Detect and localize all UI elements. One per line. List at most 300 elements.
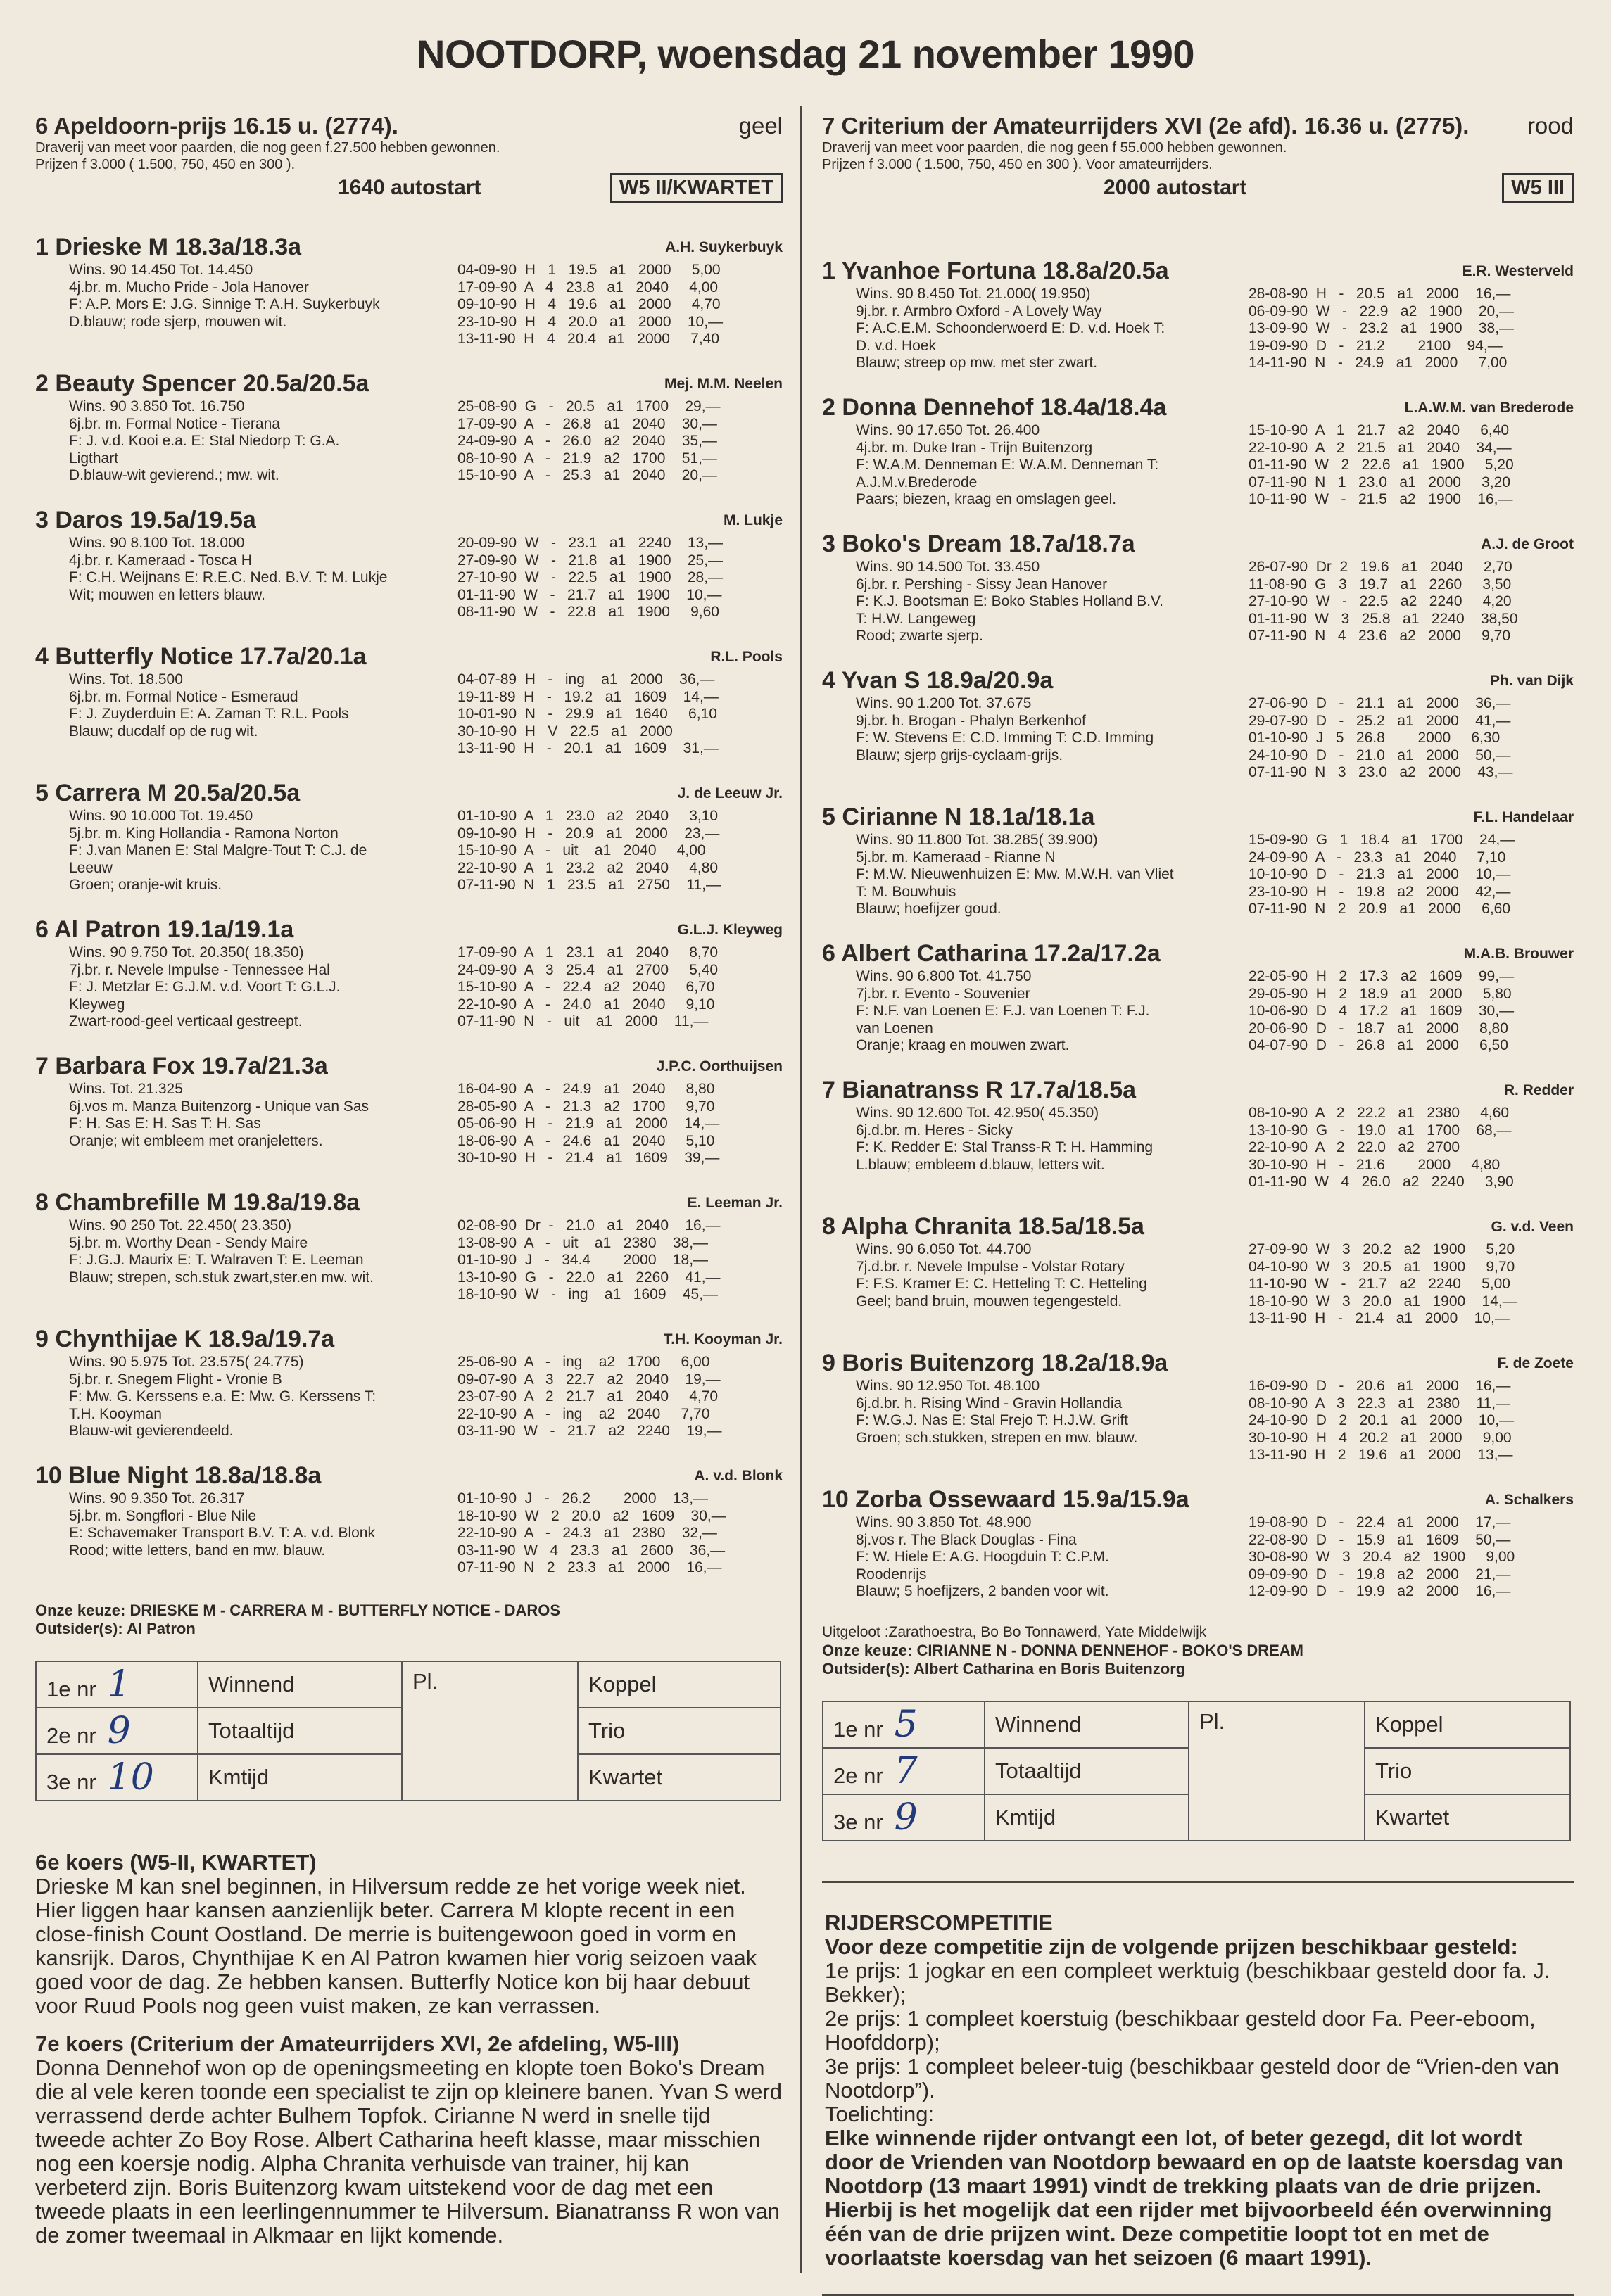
result-position-cell <box>36 1754 198 1801</box>
horse-info-line: E: Schavemaker Transport B.V. T: A. v.d. Blonk <box>69 1525 375 1541</box>
horse-performances <box>457 1490 783 1577</box>
horse-entry <box>35 1324 783 1458</box>
horse-entry <box>35 642 783 775</box>
horse-info-line: Wins. 90 9.750 Tot. 20.350( 18.350) <box>69 944 304 960</box>
horse-trainer: R. Redder <box>1503 1082 1574 1098</box>
horse-performances <box>1249 832 1574 918</box>
horse-info-line: Wins. 90 12.600 Tot. 42.950( 45.350) <box>856 1105 1099 1121</box>
race-7-column <box>822 113 1574 2296</box>
horse-info <box>35 944 341 1031</box>
performance-line: 10-11-90 W - 21.5 a2 1900 16,— <box>1249 491 1513 507</box>
page-title: NOOTDORP, woensdag 21 november 1990 <box>417 32 1194 76</box>
horse-info-line: Kleyweg <box>69 996 125 1013</box>
horse-trainer: Ph. van Dijk <box>1489 673 1574 689</box>
horse-info-line: Wins. 90 250 Tot. 22.450( 23.350) <box>69 1217 291 1233</box>
performance-line: 13-09-90 W - 23.2 a1 1900 38,— <box>1249 320 1515 336</box>
horse-info-line: F: W.G.J. Nas E: Stal Frejo T: H.J.W. Grift <box>856 1412 1129 1428</box>
outsiders: Outsider(s): Albert Catharina en Boris Buitenzorg <box>822 1659 1186 1677</box>
horse-info-line: Wins. Tot. 18.500 <box>69 671 183 687</box>
horse-info-line: F: J.van Manen E: Stal Malgre-Tout T: C.J. de <box>69 842 367 858</box>
horse-name: 6 Al Patron 19.1a/19.1a <box>35 916 294 943</box>
horse-entry <box>35 915 783 1048</box>
result-label: Totaaltijd <box>198 1708 402 1754</box>
horse-info-line: D.blauw; rode sjerp, mouwen wit. <box>69 313 287 330</box>
performance-line: 01-10-90 J - 26.2 2000 13,— <box>457 1490 709 1507</box>
performance-line: 07-11-90 N 2 23.3 a1 2000 16,— <box>457 1559 722 1575</box>
rijders-prize-3: 3e prijs: 1 compleet beleer-tuig (beschikbaar gesteld door de “Vrien-den van Nootdorp”). <box>825 2053 1560 2102</box>
horse-performances <box>457 808 783 894</box>
result-position-cell <box>823 1748 985 1794</box>
bet-type-badge: W5 III <box>1502 173 1574 203</box>
horse-info-line: Wins. 90 11.800 Tot. 38.285( 39.900) <box>856 832 1098 848</box>
comment-race-7-text: Donna Dennehof won op de openingsmeeting en klopte toen Boko's Dream die al vele keren toonde een specialist te zijn op kleinere banen. Yvan S werd verrassend derde achter Bulhem Topfok. Cirianne N werd in snelle tijd tweede achter Zo Boy Rose. Albert Catharina heeft klasse, maar misschien nog een koersje nodig. Alpha Chranita verhuisde van trainer, hij kan verbeterd zijn. Boris Buitenzorg kwam uitstekend voor de dag met een tweede plaats in een leerlingennummer te Hilversum. Bianatranss R won van de zomer tweemaal in Alkmaar en lijkt komende. <box>35 2055 783 2247</box>
horse-info-line: 6j.vos m. Manza Buitenzorg - Unique van Sas <box>69 1098 369 1115</box>
performance-line: 04-10-90 W 3 20.5 a1 1900 9,70 <box>1249 1258 1515 1275</box>
horse-details <box>822 422 1574 509</box>
horse-trainer: M.A.B. Brouwer <box>1463 946 1574 962</box>
comment-race-6-title: 6e koers (W5-II, KWARTET) <box>35 1850 317 1875</box>
horse-info <box>35 1081 369 1167</box>
horse-details <box>822 832 1574 918</box>
horse-name: 8 Alpha Chranita 18.5a/18.5a <box>822 1213 1144 1240</box>
horse-info-line: D. v.d. Hoek <box>856 337 936 354</box>
horse-info <box>822 1105 1153 1191</box>
result-position-label: 3e nr <box>833 1809 883 1834</box>
horse-trainer: A.H. Suykerbuyk <box>665 239 783 255</box>
performance-line: 09-10-90 H 4 19.6 a1 2000 4,70 <box>457 296 721 312</box>
performance-line: 04-07-89 H - ing a1 2000 36,— <box>457 671 715 687</box>
performance-line: 15-10-90 A - uit a1 2040 4,00 <box>457 842 706 858</box>
horse-trainer: R.L. Pools <box>710 649 783 665</box>
horse-trainer: J. de Leeuw Jr. <box>677 785 783 801</box>
horse-performances <box>457 1081 783 1167</box>
horse-info <box>822 559 1163 645</box>
horse-name: 7 Bianatranss R 17.7a/18.5a <box>822 1077 1137 1103</box>
horse-performances <box>457 535 783 621</box>
horse-info-line: Wins. 90 14.500 Tot. 33.450 <box>856 559 1040 575</box>
performance-line: 07-11-90 N 3 23.0 a2 2000 43,— <box>1249 764 1513 780</box>
result-label: Winnend <box>985 1701 1189 1748</box>
horse-trainer: G. v.d. Veen <box>1491 1219 1574 1235</box>
result-position-label: 2e nr <box>46 1723 96 1748</box>
performance-line: 19-08-90 D - 22.4 a1 2000 17,— <box>1249 1514 1511 1530</box>
performance-line: 02-08-90 Dr - 21.0 a1 2040 16,— <box>457 1217 721 1233</box>
horse-entry <box>822 939 1574 1072</box>
horse-name: 6 Albert Catharina 17.2a/17.2a <box>822 940 1161 967</box>
result-position-label: 1e nr <box>46 1677 96 1701</box>
horse-details <box>35 944 783 1031</box>
horse-name: 9 Boris Buitenzorg 18.2a/18.9a <box>822 1350 1168 1376</box>
handwritten-number: 7 <box>894 1749 918 1792</box>
section-divider <box>822 2294 1574 2296</box>
performance-line: 10-01-90 N - 29.9 a1 1640 6,10 <box>457 706 717 722</box>
horse-trainer: L.A.W.M. van Brederode <box>1404 400 1574 416</box>
horse-trainer: T.H. Kooyman Jr. <box>663 1331 783 1347</box>
horse-trainer: E. Leeman Jr. <box>687 1195 783 1211</box>
performance-line: 23-10-90 H - 19.8 a2 2000 42,— <box>1249 883 1511 900</box>
horse-info <box>822 1378 1137 1464</box>
performance-line: 22-08-90 D - 15.9 a1 1609 50,— <box>1249 1531 1511 1548</box>
horse-trainer: E.R. Westerveld <box>1462 263 1574 279</box>
horse-info-line: F: K. Redder E: Stal Transs-R T: H. Hamming <box>856 1139 1154 1155</box>
horse-info-line: Wins. 90 6.050 Tot. 44.700 <box>856 1241 1032 1257</box>
results-table <box>35 1661 781 1801</box>
horse-info-line: Zwart-rood-geel verticaal gestreept. <box>69 1013 303 1029</box>
performance-line: 07-11-90 N 2 20.9 a1 2000 6,60 <box>1249 901 1511 917</box>
horse-info-line: F: W.A.M. Denneman E: W.A.M. Denneman T: <box>856 457 1159 473</box>
performance-line: 11-08-90 G 3 19.7 a1 2260 3,50 <box>1249 576 1512 592</box>
horse-performances <box>457 398 783 485</box>
result-position-label: 2e nr <box>833 1763 883 1788</box>
horse-trainer: F. de Zoete <box>1497 1355 1574 1371</box>
horse-performances <box>1249 1105 1574 1191</box>
horse-details <box>822 559 1574 645</box>
horse-name: 4 Butterfly Notice 17.7a/20.1a <box>35 643 367 670</box>
horse-info-line: Ligthart <box>69 450 119 467</box>
horse-info-line: 5j.br. r. Snegem Flight - Vronie B <box>69 1371 282 1388</box>
race-6-column <box>35 113 783 2247</box>
performance-line: 25-06-90 A - ing a2 1700 6,00 <box>457 1354 710 1370</box>
performance-line: 17-09-90 A 4 23.8 a1 2040 4,00 <box>457 279 719 296</box>
horse-info <box>35 1490 375 1577</box>
horse-info-line: Wins. 90 3.850 Tot. 48.900 <box>856 1514 1032 1530</box>
result-position-cell <box>36 1661 198 1708</box>
horse-info-line: F: W. Stevens E: C.D. Imming T: C.D. Imming <box>856 730 1154 746</box>
rijders-prize-1: 1e prijs: 1 jogkar en een compleet werktuig (beschikbaar gesteld door fa. J. Bekker); <box>825 1958 1550 2007</box>
horse-info-line: 6j.br. m. Formal Notice - Esmeraud <box>69 688 298 705</box>
horse-info-line: 9j.br. h. Brogan - Phalyn Berkenhof <box>856 712 1086 729</box>
results-row <box>823 1701 1570 1748</box>
performance-line: 13-08-90 A - uit a1 2380 38,— <box>457 1234 709 1251</box>
horse-info-line: Wins. 90 9.350 Tot. 26.317 <box>69 1490 245 1507</box>
result-position-cell <box>36 1708 198 1754</box>
performance-line: 09-07-90 A 3 22.7 a2 2040 19,— <box>457 1371 721 1388</box>
performance-line: 29-05-90 H 2 18.9 a1 2000 5,80 <box>1249 985 1512 1002</box>
performance-line: 22-05-90 H 2 17.3 a2 1609 99,— <box>1249 968 1515 984</box>
horse-entry <box>35 232 783 366</box>
horse-info-line: Blauw; strepen, sch.stuk zwart,ster.en mw. wit. <box>69 1269 374 1286</box>
horse-info-line: F: K.J. Bootsman E: Boko Stables Holland B.V. <box>856 593 1163 609</box>
horse-info <box>35 398 339 485</box>
horse-info-line: 5j.br. m. King Hollandia - Ramona Norton <box>69 825 339 842</box>
horse-performances <box>457 944 783 1031</box>
performance-line: 13-11-90 H - 21.4 a1 2000 10,— <box>1249 1310 1510 1326</box>
horse-name: 3 Boko's Dream 18.7a/18.7a <box>822 531 1135 557</box>
result-position-cell <box>823 1701 985 1748</box>
performance-line: 04-09-90 H 1 19.5 a1 2000 5,00 <box>457 262 721 278</box>
comment-race-6-text: Drieske M kan snel beginnen, in Hilversum redde ze het vorige week niet. Hier liggen haar kansen aanzienlijk beter. Carrera M klopte recent in een close-finish Count Oostland. De merrie is buitengewoon goed in vorm en kansrijk. Daros, Chynthijae K en Al Patron kwamen hier vorig seizoen vaak goed voor de dag. Ze hebben kansen. Butterfly Notice kon bij haar debuut voor Ruud Pools nog geen vuist maken, ze kan verrassen. <box>35 1874 757 2018</box>
performance-line: 10-10-90 D - 21.3 a1 2000 10,— <box>1249 866 1511 882</box>
performance-line: 13-11-90 H 2 19.6 a1 2000 13,— <box>1249 1447 1513 1463</box>
handwritten-number: 10 <box>107 1756 154 1799</box>
bet-label: Trio <box>1365 1748 1570 1794</box>
horse-info-line: Blauw; ducdalf op de rug wit. <box>69 723 258 740</box>
horse-info-line: Wins. 90 8.100 Tot. 18.000 <box>69 535 245 551</box>
horse-entry <box>822 1212 1574 1345</box>
horse-trainer: A.J. de Groot <box>1481 536 1574 552</box>
horse-info <box>822 1241 1147 1328</box>
horse-details <box>35 1217 783 1304</box>
horse-info-line: 5j.br. m. Worthy Dean - Sendy Maire <box>69 1234 308 1251</box>
horse-details <box>822 968 1574 1055</box>
horse-name: 2 Donna Dennehof 18.4a/18.4a <box>822 394 1167 421</box>
performance-line: 13-11-90 H 4 20.4 a1 2000 7,40 <box>457 331 720 347</box>
performance-line: 19-11-89 H - 19.2 a1 1609 14,— <box>457 688 719 705</box>
performance-line: 30-10-90 H 4 20.2 a1 2000 9,00 <box>1249 1429 1512 1446</box>
horse-info-line: 4j.br. m. Mucho Pride - Jola Hanover <box>69 279 309 296</box>
horse-info-line: F: N.F. van Loenen E: F.J. van Loenen T: F.J. <box>856 1003 1150 1019</box>
comment-race-7-title: 7e koers (Criterium der Amateurrijders XVI, 2e afdeling, W5-III) <box>35 2031 680 2056</box>
performance-line: 12-09-90 D - 19.9 a2 2000 16,— <box>1249 1583 1511 1599</box>
horse-info-line: Geel; band bruin, mouwen tegengesteld. <box>856 1293 1123 1309</box>
horse-info-line: 5j.br. m. Kameraad - Rianne N <box>856 849 1056 865</box>
horse-info <box>35 1217 374 1304</box>
performance-line: 17-09-90 A 1 23.1 a1 2040 8,70 <box>457 944 719 960</box>
horse-info-line: T.H. Kooyman <box>69 1405 162 1422</box>
horse-info <box>822 286 1165 372</box>
comments-section <box>35 1851 783 2247</box>
horse-info <box>822 695 1154 782</box>
horse-info-line: Wins. 90 12.950 Tot. 48.100 <box>856 1378 1040 1394</box>
horse-info-line: Oranje; wit embleem met oranjeletters. <box>69 1132 323 1149</box>
horse-info-line: 6j.br. m. Formal Notice - Tierana <box>69 415 280 432</box>
horse-info-line: 6j.d.br. h. Rising Wind - Gravin Hollandia <box>856 1395 1123 1412</box>
performance-line: 28-05-90 A - 21.3 a2 1700 9,70 <box>457 1098 715 1115</box>
performance-line: 06-09-90 W - 22.9 a2 1900 20,— <box>1249 303 1515 319</box>
horse-info-line: F: H. Sas E: H. Sas T: H. Sas <box>69 1115 261 1131</box>
horse-name: 3 Daros 19.5a/19.5a <box>35 507 256 533</box>
performance-line: 05-06-90 H - 21.9 a1 2000 14,— <box>457 1115 720 1131</box>
performance-line: 30-10-90 H - 21.4 a1 1609 39,— <box>457 1150 720 1166</box>
horse-name: 1 Yvanhoe Fortuna 18.8a/20.5a <box>822 258 1169 284</box>
bet-label: Kwartet <box>578 1754 781 1801</box>
bet-type-badge: W5 II/KWARTET <box>610 173 783 203</box>
performance-line: 18-10-90 W 2 20.0 a2 1609 30,— <box>457 1507 726 1524</box>
horse-info <box>822 968 1150 1055</box>
performance-line: 19-09-90 D - 21.2 2100 94,— <box>1249 337 1503 354</box>
performance-line: 13-10-90 G - 22.0 a1 2260 41,— <box>457 1269 721 1286</box>
horse-trainer: F.L. Handelaar <box>1473 809 1574 825</box>
race-title: 7 Criterium der Amateurrijders XVI (2e afd). 16.36 u. (2775). <box>822 113 1470 139</box>
horse-info-line: F: A.C.E.M. Schoonderwoerd E: D. v.d. Hoek T: <box>856 320 1165 336</box>
place-cell: Pl. <box>402 1661 578 1801</box>
horse-performances <box>457 1354 783 1440</box>
results-row <box>36 1661 781 1708</box>
horse-info <box>35 1354 376 1440</box>
horse-info-line: 4j.br. m. Duke Iran - Trijn Buitenzorg <box>856 439 1093 456</box>
horse-info <box>822 1514 1109 1601</box>
horse-info-line: F: C.H. Weijnans E: R.E.C. Ned. B.V. T: M. Lukje <box>69 569 388 585</box>
performance-line: 20-09-90 W - 23.1 a1 2240 13,— <box>457 535 724 551</box>
horse-info-line: 4j.br. r. Kameraad - Tosca H <box>69 552 252 569</box>
performance-line: 27-10-90 W - 22.5 a2 2240 4,20 <box>1249 593 1512 609</box>
race-start: 2000 autostart <box>1104 176 1247 199</box>
horse-info <box>35 262 380 348</box>
performance-line: 13-11-90 H - 20.1 a1 1609 31,— <box>457 740 719 756</box>
horse-performances <box>1249 968 1574 1055</box>
race-header <box>822 113 1574 253</box>
handwritten-number: 5 <box>894 1703 918 1746</box>
bet-label: Koppel <box>1365 1701 1570 1748</box>
bet-label: Kwartet <box>1365 1794 1570 1841</box>
rijderscompetitie-section <box>822 1911 1574 2270</box>
horse-info-line: F: M.W. Nieuwenhuizen E: Mw. M.W.H. van Vliet <box>856 866 1174 882</box>
horse-name: 5 Cirianne N 18.1a/18.1a <box>822 804 1095 830</box>
performance-line: 22-10-90 A 2 21.5 a1 2040 34,— <box>1249 439 1512 456</box>
performance-line: 22-10-90 A 1 23.2 a2 2040 4,80 <box>457 859 719 876</box>
horse-info-line: 7j.br. r. Nevele Impulse - Tennessee Hal <box>69 961 330 978</box>
horse-name: 1 Drieske M 18.3a/18.3a <box>35 234 302 260</box>
horse-entry <box>822 1485 1574 1618</box>
horse-performances <box>1249 286 1574 372</box>
performance-line: 22-10-90 A - 24.3 a1 2380 32,— <box>457 1525 717 1541</box>
performance-line: 01-11-90 W 3 25.8 a1 2240 38,50 <box>1249 610 1518 627</box>
performance-line: 24-10-90 D - 21.0 a1 2000 50,— <box>1249 747 1511 763</box>
horse-name: 5 Carrera M 20.5a/20.5a <box>35 780 301 806</box>
horse-info-line: Blauw-wit gevierendeeld. <box>69 1423 234 1439</box>
performance-line: 22-10-90 A - 24.0 a1 2040 9,10 <box>457 996 715 1013</box>
horse-name: 7 Barbara Fox 19.7a/21.3a <box>35 1053 328 1079</box>
horse-entry <box>822 529 1574 663</box>
horse-info-line: F: A.P. Mors E: J.G. Sinnige T: A.H. Suykerbuyk <box>69 296 380 312</box>
horse-info-line: Wins. 90 1.200 Tot. 37.675 <box>856 695 1032 711</box>
horse-info-line: 6j.br. r. Pershing - Sissy Jean Hanover <box>856 576 1108 592</box>
performance-line: 24-09-90 A 3 25.4 a1 2700 5,40 <box>457 961 719 978</box>
horse-entry <box>822 1348 1574 1482</box>
horse-info-line: T: H.W. Langeweg <box>856 610 976 627</box>
horse-performances <box>1249 422 1574 509</box>
horse-info-line: Wins. 90 3.850 Tot. 16.750 <box>69 398 245 414</box>
horse-name: 10 Blue Night 18.8a/18.8a <box>35 1462 322 1489</box>
horse-info-line: Wins. 90 10.000 Tot. 19.450 <box>69 808 253 824</box>
horse-info-line: Wins. 90 8.450 Tot. 21.000( 19.950) <box>856 286 1091 302</box>
horse-name: 4 Yvan S 18.9a/20.9a <box>822 667 1054 694</box>
horse-info-line: 8j.vos r. The Black Douglas - Fina <box>856 1531 1077 1548</box>
horse-info <box>822 832 1174 918</box>
horse-info-line: 7j.br. r. Evento - Souvenier <box>856 985 1030 1002</box>
performance-line: 01-11-90 W - 21.7 a1 1900 10,— <box>457 586 722 603</box>
horse-performances <box>1249 1514 1574 1601</box>
start-row <box>35 173 783 204</box>
race-color: rood <box>1527 113 1574 139</box>
horse-info-line: Wins. 90 14.450 Tot. 14.450 <box>69 262 253 278</box>
performance-line: 30-10-90 H - 21.6 2000 4,80 <box>1249 1156 1501 1173</box>
performance-line: 23-10-90 H 4 20.0 a1 2000 10,— <box>457 313 724 330</box>
place-cell: Pl. <box>1189 1701 1365 1841</box>
performance-line: 27-10-90 W - 22.5 a1 1900 28,— <box>457 569 724 585</box>
performance-line: 22-10-90 A - ing a2 2040 7,70 <box>457 1405 710 1422</box>
performance-line: 13-10-90 G - 19.0 a1 1700 68,— <box>1249 1122 1512 1139</box>
horse-info <box>822 422 1158 509</box>
horse-trainer: A. v.d. Blonk <box>694 1468 783 1484</box>
race-prizes: Prijzen f 3.000 ( 1.500, 750, 450 en 300 ). Voor amateurrijders. <box>822 157 1213 172</box>
outsiders: Outsider(s): Al Patron <box>35 1620 196 1637</box>
performance-line: 16-04-90 A - 24.9 a1 2040 8,80 <box>457 1081 715 1097</box>
performance-line: 11-10-90 W - 21.7 a2 2240 5,00 <box>1249 1276 1510 1292</box>
horse-details <box>35 1354 783 1440</box>
horse-info-line: F: W. Hiele E: A.G. Hoogduin T: C.P.M. <box>856 1549 1109 1565</box>
result-label: Winnend <box>198 1661 402 1708</box>
onze-keuze: Onze keuze: CIRIANNE N - DONNA DENNEHOF - BOKO'S DREAM <box>822 1641 1304 1659</box>
horse-performances <box>457 262 783 348</box>
performance-line: 01-10-90 J - 34.4 2000 18,— <box>457 1252 709 1268</box>
horse-info-line: L.blauw; embleem d.blauw, letters wit. <box>856 1156 1105 1173</box>
performance-line: 01-11-90 W 2 22.6 a1 1900 5,20 <box>1249 457 1514 473</box>
performance-line: 14-11-90 N - 24.9 a1 2000 7,00 <box>1249 355 1508 371</box>
horse-trainer: A. Schalkers <box>1484 1492 1574 1508</box>
horse-info-line: Paars; biezen, kraag en omslagen geel. <box>856 491 1117 507</box>
rijders-intro: Voor deze competitie zijn de volgende prijzen beschikbaar gesteld: <box>825 1934 1518 1959</box>
performance-line: 27-06-90 D - 21.1 a1 2000 36,— <box>1249 695 1511 711</box>
horse-name: 8 Chambrefille M 19.8a/19.8a <box>35 1189 360 1216</box>
performance-line: 25-08-90 G - 20.5 a1 1700 29,— <box>457 398 721 414</box>
horse-info-line: Wins. 90 17.650 Tot. 26.400 <box>856 422 1040 438</box>
horse-entry <box>822 256 1574 390</box>
horse-name: 10 Zorba Ossewaard 15.9a/15.9a <box>822 1486 1189 1513</box>
results-table <box>822 1701 1571 1841</box>
performance-line: 03-11-90 W - 21.7 a2 2240 19,— <box>457 1423 722 1439</box>
rijders-prize-2: 2e prijs: 1 compleet koerstuig (beschikbaar gesteld door Fa. Peer-eboom, Hoofddorp); <box>825 2005 1536 2055</box>
performance-line: 15-10-90 A 1 21.7 a2 2040 6,40 <box>1249 422 1510 438</box>
performance-line: 07-11-90 N 1 23.0 a1 2000 3,20 <box>1249 474 1511 490</box>
horse-info-line: van Loenen <box>856 1020 933 1036</box>
horse-info-line: F: J.G.J. Maurix E: T. Walraven T: E. Leeman <box>69 1252 364 1268</box>
performance-line: 08-10-90 A 3 22.3 a1 2380 11,— <box>1249 1395 1511 1412</box>
onze-keuze: Onze keuze: DRIESKE M - CARRERA M - BUTTERFLY NOTICE - DAROS <box>35 1602 561 1619</box>
horse-info-line: 6j.d.br. m. Heres - Sicky <box>856 1122 1013 1139</box>
horse-info-line: Groen; oranje-wit kruis. <box>69 877 222 893</box>
performance-line: 30-08-90 W 3 20.4 a2 1900 9,00 <box>1249 1549 1515 1565</box>
performance-line: 23-07-90 A 2 21.7 a1 2040 4,70 <box>457 1388 719 1404</box>
horse-info-line: Blauw; hoefijzer goud. <box>856 901 1002 917</box>
performance-line: 16-09-90 D - 20.6 a1 2000 16,— <box>1249 1378 1511 1394</box>
horse-performances <box>457 1217 783 1304</box>
horse-performances <box>1249 695 1574 782</box>
horse-info-line: F: J. Metzlar E: G.J.M. v.d. Voort T: G.L.J. <box>69 979 341 995</box>
horse-info <box>35 671 349 758</box>
horse-entry <box>35 1461 783 1594</box>
race-start: 1640 autostart <box>338 176 481 199</box>
performance-line: 03-11-90 W 4 23.3 a1 2600 36,— <box>457 1542 726 1559</box>
performance-line: 08-11-90 W - 22.8 a1 1900 9,60 <box>457 604 719 620</box>
horse-entry <box>35 1051 783 1185</box>
horse-details <box>822 286 1574 372</box>
horse-info-line: F: Mw. G. Kerssens e.a. E: Mw. G. Kerssens T: <box>69 1388 377 1404</box>
horse-details <box>35 535 783 621</box>
horse-entry <box>35 778 783 912</box>
performance-line: 01-11-90 W 4 26.0 a2 2240 3,90 <box>1249 1174 1514 1190</box>
horse-info-line: D.blauw-wit gevierend.; mw. wit. <box>69 467 279 483</box>
horse-info-line: T: M. Bouwhuis <box>856 883 956 900</box>
horse-info-line: Rood; witte letters, band en mw. blauw. <box>69 1542 326 1559</box>
performance-line: 26-07-90 Dr 2 19.6 a1 2040 2,70 <box>1249 559 1512 575</box>
performance-line: 09-10-90 H - 20.9 a1 2000 23,— <box>457 825 720 842</box>
horse-trainer: G.L.J. Kleyweg <box>677 922 783 938</box>
horse-info-line: Blauw; sjerp grijs-cyclaam-grijs. <box>856 747 1063 763</box>
performance-line: 20-06-90 D - 18.7 a1 2000 8,80 <box>1249 1020 1508 1036</box>
performance-line: 30-10-90 H V 22.5 a1 2000 <box>457 723 673 740</box>
column-divider <box>800 106 802 2273</box>
performance-line: 18-10-90 W 3 20.0 a1 1900 14,— <box>1249 1293 1517 1309</box>
horse-info-line: A.J.M.v.Brederode <box>856 474 978 490</box>
horse-trainer: M. Lukje <box>723 512 783 528</box>
horse-details <box>35 808 783 894</box>
horse-info-line: Rood; zwarte sjerp. <box>856 628 983 644</box>
horse-performances <box>1249 1241 1574 1328</box>
performance-line: 17-09-90 A - 26.8 a1 2040 30,— <box>457 415 717 432</box>
performance-line: 15-09-90 G 1 18.4 a1 1700 24,— <box>1249 832 1515 848</box>
performance-line: 22-10-90 A 2 22.0 a2 2700 <box>1249 1139 1460 1155</box>
